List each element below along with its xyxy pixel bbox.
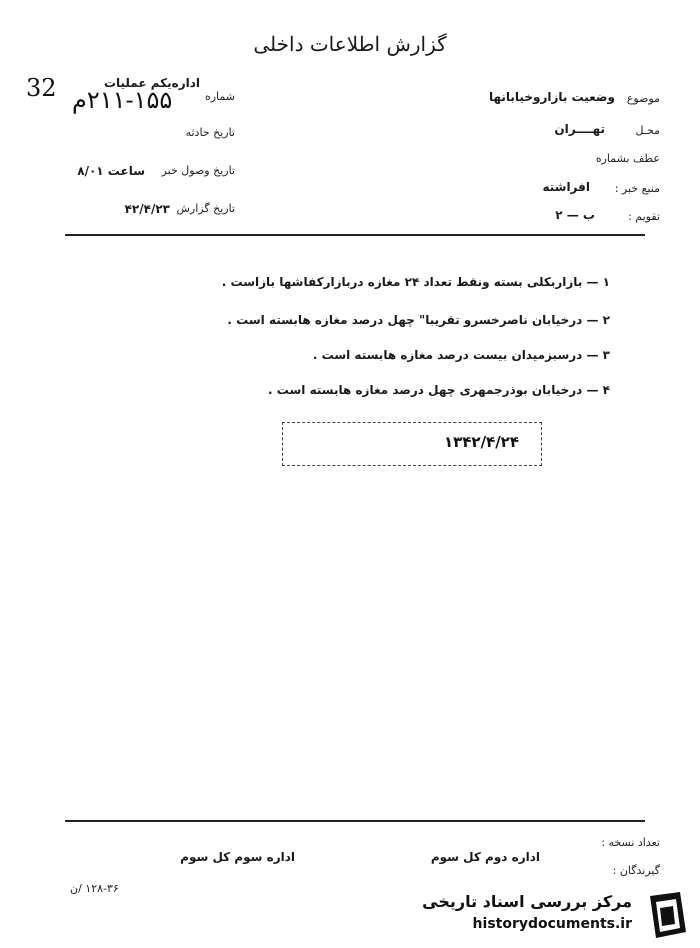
subject-value: وضعیت بازاروخیابانها (488, 90, 615, 104)
report-date-value: ۴۲/۴/۲۳ (124, 202, 170, 216)
report-item: ۲ — درخیابان ناصرخسرو تقریبا" چهل درصد مغازه هابسته است . (227, 313, 610, 327)
recipient-2: اداره سوم کل سوم (180, 850, 295, 864)
number-label: شماره (204, 90, 235, 103)
receipt-date-label: تاریخ وصول خبر (161, 164, 235, 177)
archive-watermark (412, 888, 692, 944)
copies-label: تعداد نسخه : (601, 836, 660, 849)
report-item: ۱ — بازاربکلی بسته ونقط تعداد ۲۴ مغازه دربازارکفاشها بازاست . (221, 275, 610, 289)
location-label: محـل (635, 124, 660, 137)
location-value: تهــــران (554, 122, 605, 136)
evaluation-label: تقويم : (628, 210, 660, 223)
handwritten-number: ۲۱۱-۱۵۵م (72, 86, 173, 114)
form-code: ۱۲۸-۳۶ /ن (70, 882, 119, 895)
date-stamp-text: ۱۳۴۲/۴/۲۴ (443, 433, 519, 451)
report-item: ۴ — درخیابان بوذرجمهری چهل درصد مغازه هابسته است . (268, 383, 610, 397)
source-label: منبع خبر : (614, 182, 660, 195)
recipients-label: گیرندگان : (612, 864, 660, 877)
evaluation-value: ب — ۲ (555, 208, 595, 222)
report-date-label: تاریخ گزارش (176, 202, 235, 215)
incident-date-label: تاریخ حادثه (185, 126, 235, 139)
watermark-site: historydocuments.ir (472, 916, 632, 932)
watermark-name: مرکز بررسی اسناد تاریخی (422, 892, 632, 911)
handwritten-annotation: 32 (26, 74, 57, 102)
receipt-date-value: ساعت ۸/۰۱ (77, 164, 145, 178)
recipient-1: اداره دوم کل سوم (430, 850, 540, 864)
ref-label: عطف بشماره (595, 152, 660, 165)
footer-divider (65, 820, 645, 822)
report-item: ۳ — درسبزمیدان بیست درصد مغازه هابسته است . (312, 348, 610, 362)
header-divider (65, 234, 645, 236)
document-title: گزارش اطلاعات داخلی (253, 32, 447, 56)
date-stamp (282, 422, 542, 466)
archive-logo-icon (640, 888, 692, 944)
office-stamp: اداره‌یکم عملیات (103, 76, 200, 90)
subject-label: موضوع (626, 92, 660, 105)
source-value: افراشته (542, 180, 590, 194)
